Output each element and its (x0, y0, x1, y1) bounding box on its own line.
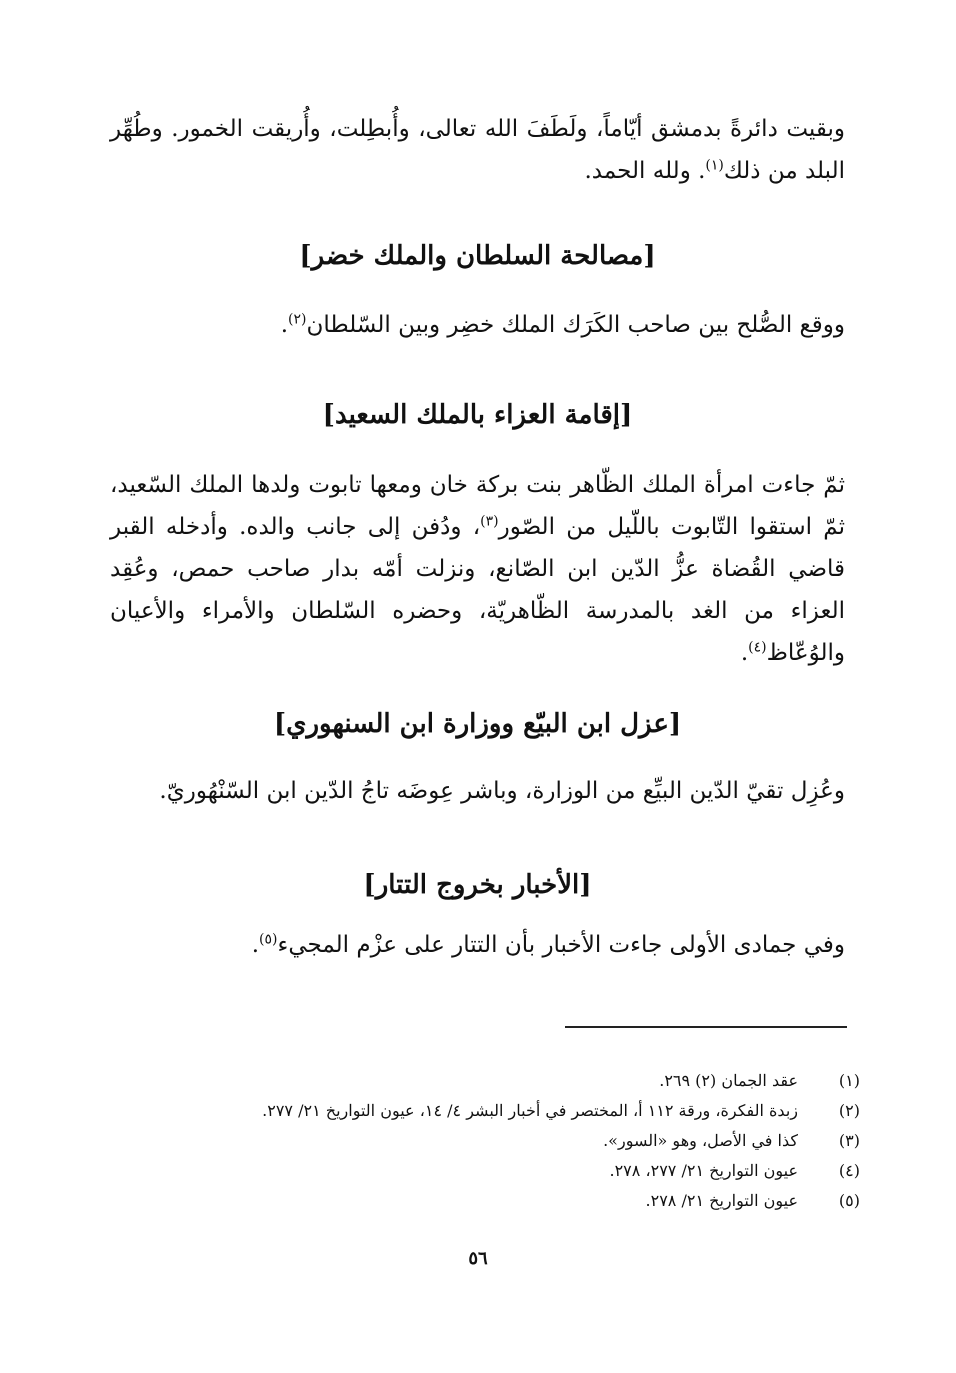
footnote-item (110, 1126, 860, 1156)
page-number: ٥٦ (468, 1248, 488, 1269)
footnote-ref-5: (٥) (259, 931, 278, 948)
section-heading-reconciliation: [مصالحة السلطان والملك خضر] (299, 241, 656, 271)
section-heading-mourning: [إقامة العزاء بالملك السعيد] (322, 400, 633, 430)
footnote-ref-3: (٣) (480, 513, 499, 530)
footnotes-section (110, 1066, 860, 1216)
footnote-ref-4: (٤) (748, 639, 767, 656)
section-heading-tatars: [الأخبار بخروج التتار] (363, 870, 592, 900)
footnote-text: عقد الجمان (٢) ٢٦٩. (659, 1071, 798, 1090)
paragraph-3: ثمّ جاءت امرأة الملك الظّاهر بنت بركة خان ومعها تابوت ولدها الملك السّعيد، ثمّ استقوا التّابوت باللّيل من الصّور$^{(٣)}$، ودُفن إلى جانب والده. وأدخله القبر قاضي القُضاة عزُّ الدّين ابن الصّانع، ونزلت أمّه بدار صاحب حمص، وعُقِد العزاء من الغد بالمدرسة الظّاهريّة، وحضره السّلطان والأمراء والأعيان والوُعّاظ$^{(٤)}$. (110, 472, 845, 666)
footnote-text: زبدة الفكرة، ورقة ١١٢ أ، المختصر في أخبار البشر ٤/ ١٤، عيون التواريخ ٢١/ ٢٧٧. (262, 1101, 798, 1120)
footnote-number: (٥) (838, 1191, 860, 1210)
footnote-item (110, 1156, 860, 1186)
footnote-text: كذا في الأصل، وهو «السور». (603, 1131, 798, 1150)
paragraph-4: وعُزِل تقيّ الدّين البيِّع من الوزارة، وباشر عِوضَه تاجُ الدّين ابن السّنْهُوريّ. (159, 778, 845, 804)
footnote-ref-1: (١) (705, 157, 724, 174)
paragraph-5: وفي جمادى الأولى جاءت الأخبار بأن التتار على عزْم المجيء$^{(٥)}$. (251, 931, 845, 958)
footnote-number: (١) (838, 1071, 860, 1090)
footnote-number: (٢) (838, 1101, 860, 1120)
footnote-ref-2: (٢) (288, 311, 307, 328)
footnote-item (110, 1186, 860, 1216)
footnote-item (110, 1096, 860, 1126)
section-heading-dismissal: [عزل ابن البيّع ووزارة ابن السنهوري] (273, 709, 682, 739)
footnote-number: (٣) (838, 1131, 860, 1150)
footnote-text: عيون التواريخ ٢١/ ٢٧٧، ٢٧٨. (609, 1161, 798, 1180)
footnote-item (110, 1066, 860, 1096)
paragraph-2: ووقع الصُّلح بين صاحب الكَرَك الملك خضِر وبين السّلطان$^{(٢)}$. (280, 311, 845, 338)
footnote-text: عيون التواريخ ٢١/ ٢٧٨. (645, 1191, 798, 1210)
footnote-number: (٤) (838, 1161, 860, 1180)
paragraph-1: وبقيت دائرةً بدمشق أيّاماً، ولَطَفَ الله تعالى، وأُبطِلت، وأُريقت الخمور. وطُهِّر البلد من ذلك$^{(١)}$. ولله الحمد. (110, 116, 845, 184)
footnote-divider (565, 1026, 847, 1028)
